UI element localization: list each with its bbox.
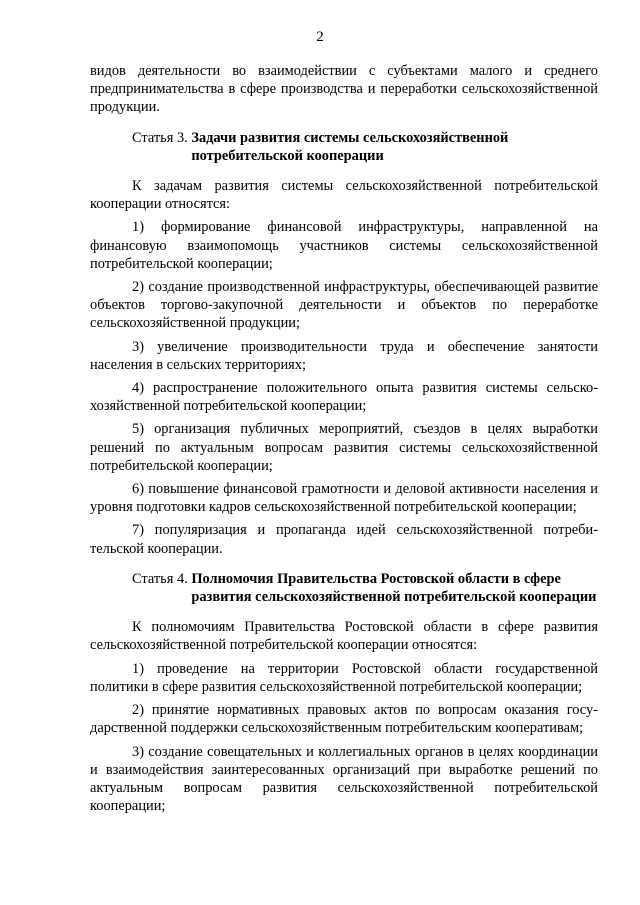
intro-fragment: видов деятельности во взаимодействии с субъектами малого и среднего предпринимательства в сфере производства и переработки сельскохозяйственной продукции.	[90, 63, 598, 116]
article-4-item-1: 1) проведение на территории Ростовской области государственной политики в сфере развития сельскохозяйственной потребительской кооперации;	[90, 660, 598, 695]
article-4-lead: К полномочиям Правительства Ростовской области в сфере развития сельскохозяйственной потребительской кооперации относятся:	[90, 619, 598, 654]
article-3-lead: К задачам развития системы сельскохозяйственной потребительской кооперации относятся:	[90, 178, 598, 213]
article-3-number: Статья 3.	[132, 129, 192, 146]
article-3-item-4: 4) распространение положительного опыта развития системы сельскохозяйственной потребительской кооперации;	[90, 380, 598, 415]
article-4-item-3: 3) создание совещательных и коллегиальных органов в целях координации и взаимодействия заинтересованных организаций при выработке решений по актуальным вопросам развития сельскохозяйственной потребительской кооперации;	[90, 743, 598, 815]
article-3-heading	[90, 129, 598, 165]
article-3-item-1: 1) формирование финансовой инфраструктуры, направленной на финансовую взаимопомощь участников системы сельскохозяйственной потребительской кооперации;	[90, 219, 598, 272]
article-3-item-2: 2) создание производственной инфраструктуры, обеспечивающей развитие объектов торгово-закупочной деятельности и объектов по переработке сельскохозяйственной продукции;	[90, 279, 598, 332]
article-4-number: Статья 4.	[132, 570, 192, 587]
article-4-heading	[90, 570, 598, 606]
document-body	[90, 62, 598, 815]
article-3-item-3: 3) увеличение производительности труда и обеспечение занятости населения в сельских территориях;	[90, 338, 598, 373]
article-4-title: Полномочия Правительства Ростовской области в сфере развития сельскохозяйственной потребительской кооперации	[191, 570, 597, 606]
article-3-item-6: 6) повышение финансовой грамотности и деловой активности населения и уровня подготовки кадров сельскохозяйственной потребительской кооперации;	[90, 481, 598, 516]
article-3-item-7: 7) популяризация и пропаганда идей сельскохозяйственной потребительской кооперации.	[90, 522, 598, 557]
page-number: 2	[316, 29, 324, 45]
article-3-title: Задачи развития системы сельскохозяйственной потребительской кооперации	[191, 129, 509, 164]
article-4-item-2: 2) принятие нормативных правовых актов по вопросам оказания государственной поддержки сельскохозяйственным потребительским кооперативам;	[90, 702, 598, 737]
article-3-item-5: 5) организация публичных мероприятий, съездов в целях выработки решений по актуальным вопросам развития системы сельскохозяйственной потребительской кооперации;	[90, 421, 598, 474]
